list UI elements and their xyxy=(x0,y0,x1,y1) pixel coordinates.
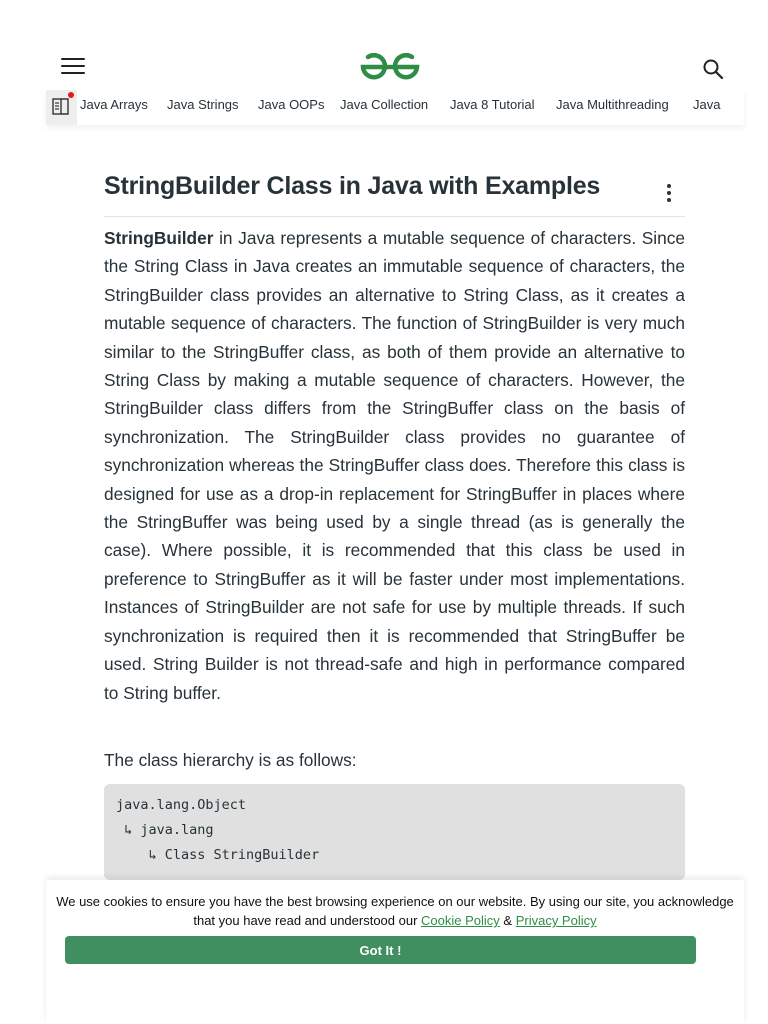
tab-java-multithreading[interactable]: Java Multithreading xyxy=(556,97,669,112)
tab-java-arrays[interactable]: Java Arrays xyxy=(80,97,148,112)
article-intro xyxy=(104,224,685,707)
tab-java-strings[interactable]: Java Strings xyxy=(167,97,239,112)
topic-tabs xyxy=(46,90,744,125)
tab-java-collection[interactable]: Java Collection xyxy=(340,97,429,112)
article-title: StringBuilder Class in Java with Examples xyxy=(104,172,601,200)
cookie-amp: & xyxy=(499,913,516,928)
search-icon[interactable] xyxy=(701,57,725,81)
cookie-message xyxy=(46,892,744,930)
kebab-menu-icon[interactable] xyxy=(664,184,674,204)
cookie-text: We use cookies to ensure you have the best browsing experience on our website. By using our site, you acknowledge that you have read and understood our xyxy=(56,894,734,928)
geeksforgeeks-logo-icon[interactable] xyxy=(359,52,421,82)
site-header xyxy=(46,40,744,91)
tab-java-oops[interactable]: Java OOPs xyxy=(258,97,325,112)
got-it-button[interactable]: Got It ! xyxy=(65,936,696,964)
cookie-banner xyxy=(46,880,744,1024)
intro-bold-term: StringBuilder xyxy=(104,228,214,248)
hamburger-icon[interactable] xyxy=(61,58,85,76)
code-block xyxy=(104,784,685,880)
tab-java[interactable]: Java xyxy=(693,97,721,112)
code-line: java.lang.Object xyxy=(116,797,247,813)
tab-java-8-tutorial[interactable]: Java 8 Tutorial xyxy=(450,97,535,112)
code-line: ↳ Class StringBuilder xyxy=(116,847,320,863)
privacy-policy-link[interactable]: Privacy Policy xyxy=(515,913,597,928)
cookie-policy-link[interactable]: Cookie Policy xyxy=(421,913,500,928)
title-divider xyxy=(104,216,685,217)
intro-text: in Java represents a mutable sequence of characters. Since the String Class in Java creates an immutable sequence of characters, the StringBuilder class provides an alternative to String Class, as it creates a mutable sequence of characters. The function of StringBuilder is very much similar to the StringBuffer class, as both of them provide an alternative to String Class by making a mutable sequence of characters. However, the StringBuilder class differs from the StringBuffer class on the basis of synchronization. The StringBuilder class provides no guarantee of synchronization whereas the StringBuffer class does. Therefore this class is designed for use as a drop-in replacement for StringBuffer in places where the StringBuffer was being used by a single thread (as is generally the case). Where possible, it is recommended that this class be used in preference to StringBuffer as it will be faster under most implementations. Instances of StringBuilder are not safe for use by multiple threads. If such synchronization is required then it is recommended that StringBuffer be used. String Builder is not thread-safe and high in performance compared to String buffer. xyxy=(104,228,685,703)
notification-dot xyxy=(68,92,74,98)
hierarchy-intro: The class hierarchy is as follows: xyxy=(104,750,357,770)
code-line: ↳ java.lang xyxy=(116,822,214,838)
reading-list-icon[interactable] xyxy=(46,90,77,125)
